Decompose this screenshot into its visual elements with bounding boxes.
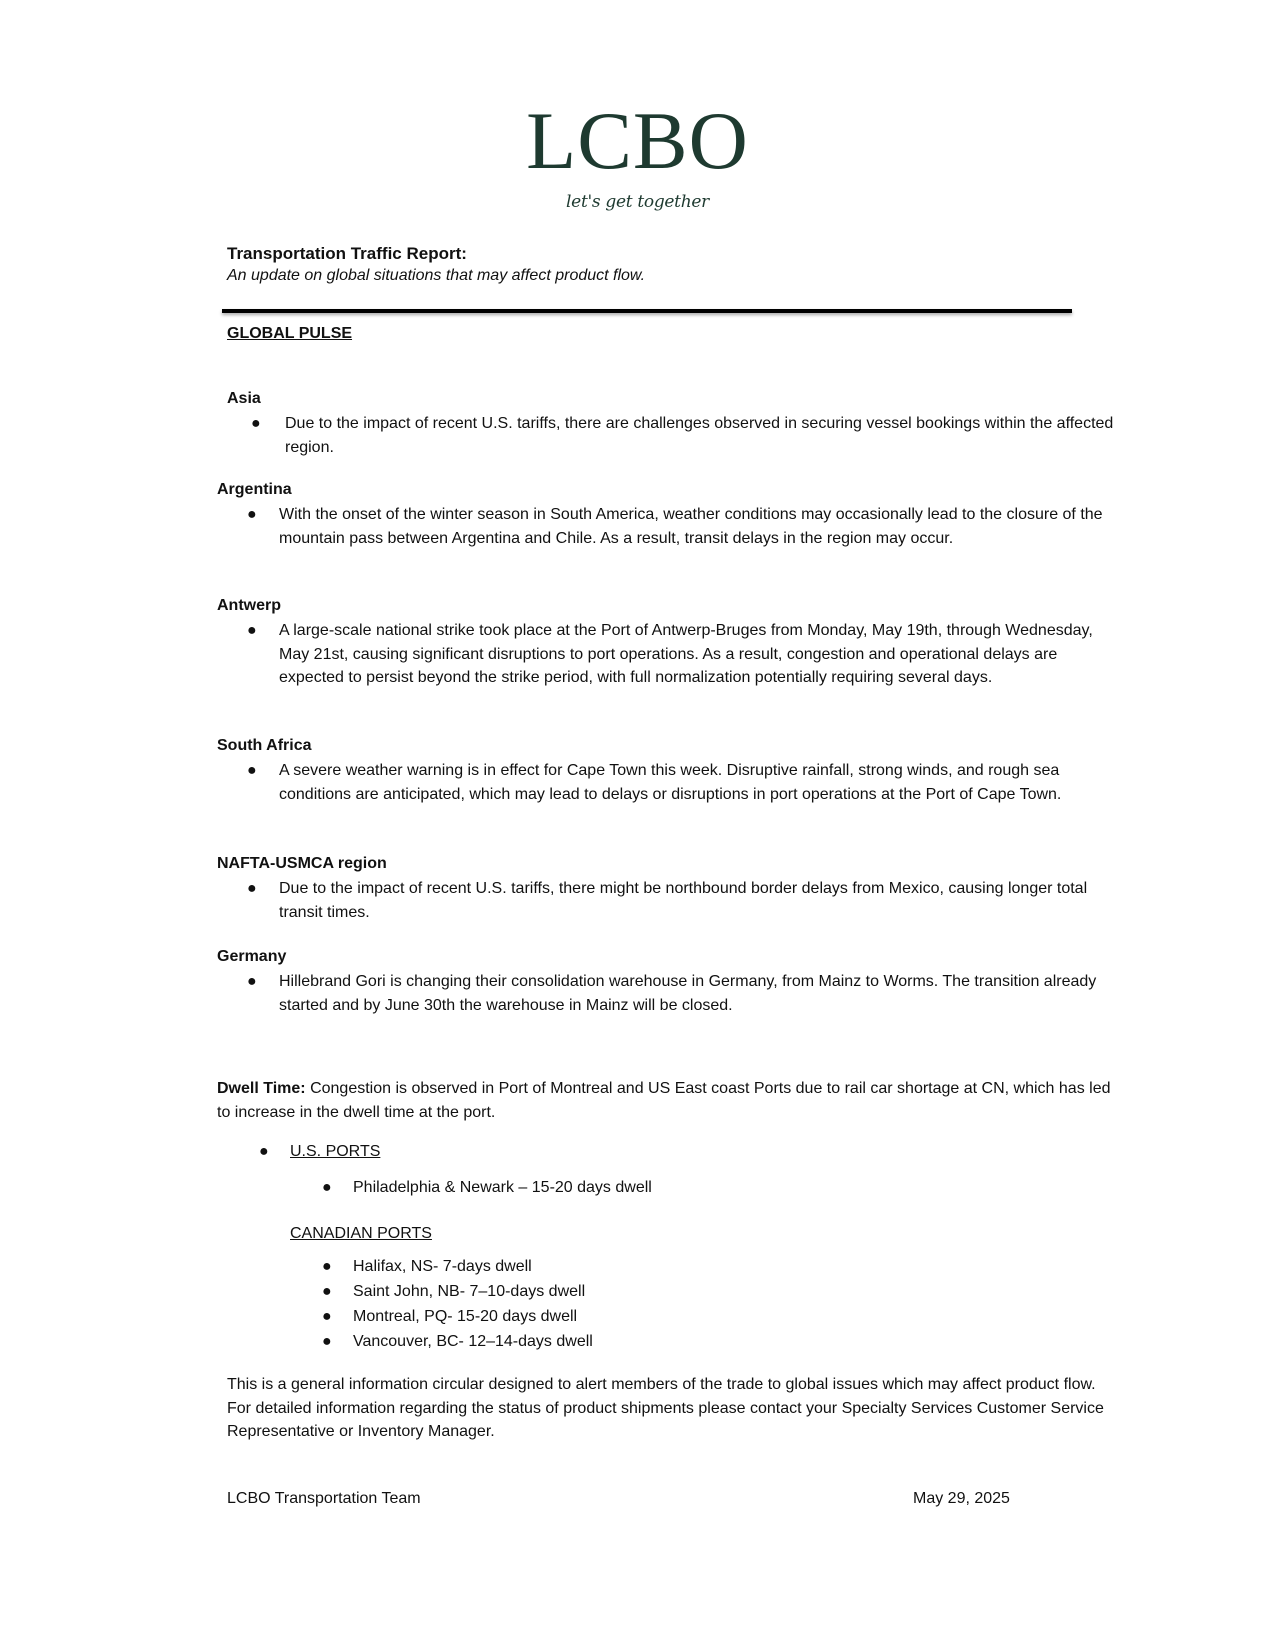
region-text: A severe weather warning is in effect for Cape Town this week. Disruptive rainfall, strong winds, and rough sea conditions are anticipated, which may lead to delays or disruptions in port operations at the Port of Cape Town. xyxy=(279,762,1062,803)
report-title: Transportation Traffic Report: xyxy=(227,244,467,263)
list-item xyxy=(217,619,1117,690)
region-text: With the onset of the winter season in South America, weather conditions may occasionally lead to the closure of the mountain pass between Argentina and Chile. As a result, transit delays in the region may occur. xyxy=(279,506,1103,547)
us-ports-heading-row xyxy=(217,1140,1117,1176)
region-name: South Africa xyxy=(217,737,312,754)
header-divider xyxy=(222,309,1072,313)
report-subtitle: An update on global situations that may affect product flow. xyxy=(227,267,646,284)
region-name: Germany xyxy=(217,948,287,965)
region-text: A large-scale national strike took place at the Port of Antwerp-Bruges from Monday, May 19th, through Wednesday, May 21st, causing significant disruptions to port operations. As a result, congestion and operational delays are expected to persist beyond the strike period, with full normalization potentially requiring several days. xyxy=(279,622,1093,686)
list-item xyxy=(217,1255,1117,1280)
circular-notice: This is a general information circular designed to alert members of the trade to global issues which may affect product flow. For detailed information regarding the status of product shipments please contact your Specialty Services Customer Service Representative or Inventory Manager. xyxy=(227,1376,1104,1440)
dwell-time-label: Dwell Time: xyxy=(217,1080,306,1097)
report-header xyxy=(227,243,1077,287)
logo-block xyxy=(0,95,1275,212)
ports-list xyxy=(217,1140,1117,1355)
region-argentina xyxy=(217,479,1117,550)
region-antwerp xyxy=(217,595,1117,690)
canadian-port-item: Vancouver, BC- 12–14-days dwell xyxy=(353,1333,593,1350)
region-text: Hillebrand Gori is changing their consolidation warehouse in Germany, from Mainz to Worms. The transition already started and by June 30th the warehouse in Mainz will be closed. xyxy=(279,973,1097,1014)
bullet-icon: ● xyxy=(322,1258,332,1275)
footer-date: May 29, 2025 xyxy=(913,1490,1010,1507)
us-ports-heading: U.S. PORTS xyxy=(290,1143,381,1160)
region-name: Antwerp xyxy=(217,597,281,614)
region-name: Asia xyxy=(227,390,261,407)
canadian-port-item: Halifax, NS- 7-days dwell xyxy=(353,1258,532,1275)
bullet-icon: ● xyxy=(322,1179,332,1196)
bullet-icon: ● xyxy=(322,1333,332,1350)
canadian-port-item: Montreal, PQ- 15-20 days dwell xyxy=(353,1308,578,1325)
bullet-icon: ● xyxy=(247,880,257,897)
region-name: Argentina xyxy=(217,481,292,498)
canadian-ports-heading-row xyxy=(217,1222,1117,1255)
list-item xyxy=(217,1330,1117,1355)
bullet-icon: ● xyxy=(247,506,257,523)
bullet-icon: ● xyxy=(322,1283,332,1300)
region-text: Due to the impact of recent U.S. tariffs, there might be northbound border delays from Mexico, causing longer total transit times. xyxy=(279,880,1088,921)
lcbo-logo: LCBO xyxy=(526,95,749,186)
logo-tagline: let's get together xyxy=(566,192,709,212)
region-germany xyxy=(217,946,1117,1017)
canadian-port-item: Saint John, NB- 7–10-days dwell xyxy=(353,1283,586,1300)
canadian-ports-heading: CANADIAN PORTS xyxy=(290,1225,432,1242)
region-name: NAFTA-USMCA region xyxy=(217,855,387,872)
bullet-icon: ● xyxy=(247,973,257,990)
us-port-item: Philadelphia & Newark – 15-20 days dwell xyxy=(353,1179,652,1196)
list-item xyxy=(217,970,1117,1017)
footer-team: LCBO Transportation Team xyxy=(227,1490,421,1507)
dwell-time-text: Congestion is observed in Port of Montreal and US East coast Ports due to rail car shortage at CN, which has led to increase in the dwell time at the port. xyxy=(217,1080,1111,1121)
list-item xyxy=(217,1305,1117,1330)
list-item xyxy=(227,412,1127,459)
list-item xyxy=(217,759,1117,806)
region-south-africa xyxy=(217,735,1117,806)
list-item xyxy=(217,1280,1117,1305)
region-asia xyxy=(227,388,1127,459)
bullet-icon: ● xyxy=(322,1308,332,1325)
list-item xyxy=(217,503,1117,550)
dwell-time-paragraph xyxy=(217,1077,1117,1124)
bullet-icon: ● xyxy=(259,1143,269,1160)
region-nafta-usmca xyxy=(217,853,1117,924)
list-item xyxy=(217,877,1117,924)
bullet-icon: ● xyxy=(247,762,257,779)
list-item xyxy=(217,1176,1117,1222)
bullet-icon: ● xyxy=(247,622,257,639)
region-text: Due to the impact of recent U.S. tariffs, there are challenges observed in securing vessel bookings within the affected region. xyxy=(285,415,1114,456)
section-heading-global-pulse: GLOBAL PULSE xyxy=(227,325,353,342)
bullet-icon: ● xyxy=(251,415,261,432)
